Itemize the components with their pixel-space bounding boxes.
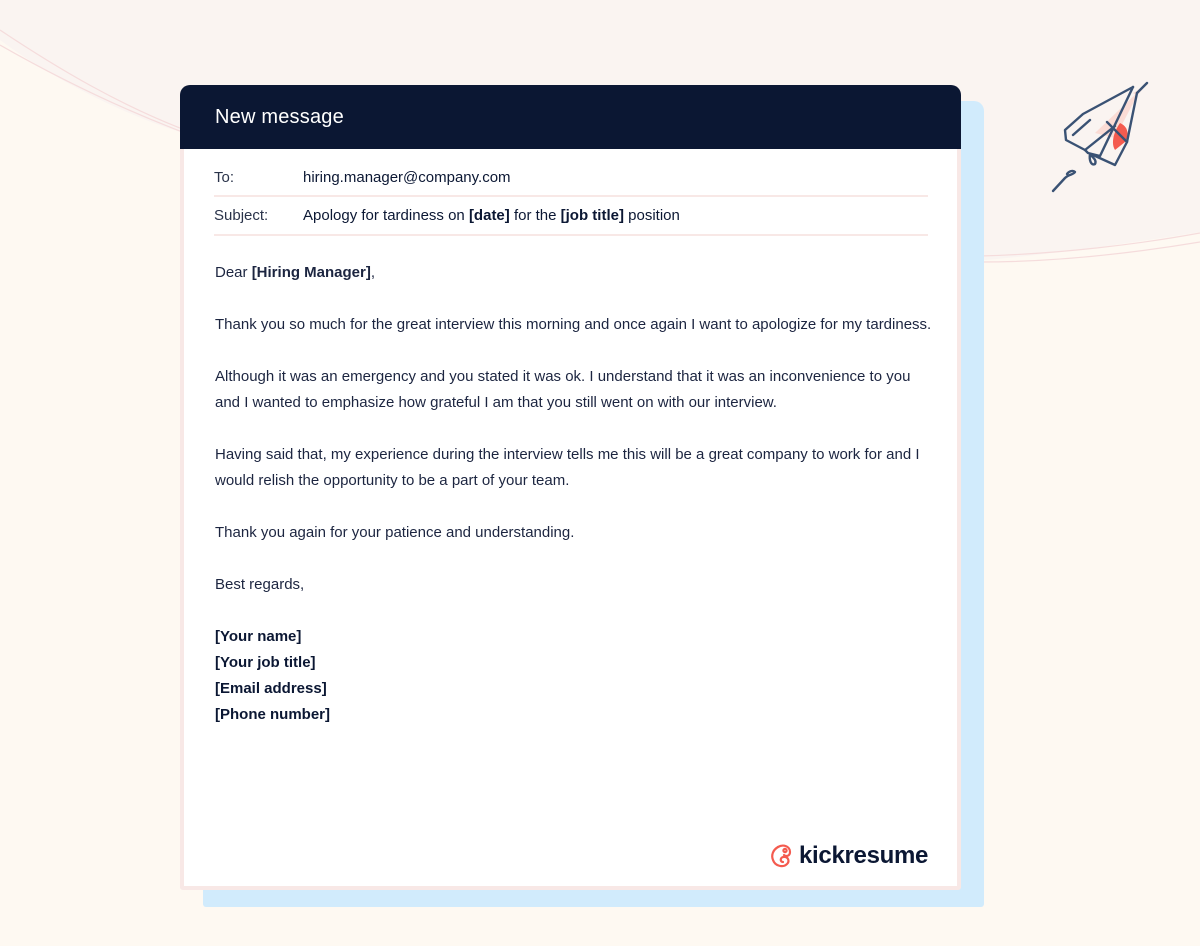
signature-email: [Email address] — [215, 680, 327, 697]
subject-text: position — [623, 207, 680, 224]
closing: Best regards, — [215, 576, 305, 593]
subject-field-row[interactable] — [214, 197, 928, 236]
greeting-suffix: , — [370, 264, 376, 281]
chameleon-icon — [769, 843, 793, 869]
window-header — [180, 85, 961, 149]
kickresume-logo — [769, 842, 928, 870]
subject-label: Subject: — [214, 207, 269, 224]
window-title: New message — [215, 105, 344, 128]
to-field-row[interactable] — [214, 160, 928, 197]
greeting-name-placeholder: [Hiring Manager] — [251, 264, 371, 281]
subject-text: Apology for tardiness on — [303, 207, 469, 224]
greeting-prefix: Dear — [215, 264, 252, 281]
body-paragraph: Thank you so much for the great interview this morning and once again I want to apologize for my tardiness. — [215, 316, 932, 333]
email-compose-window — [180, 85, 961, 890]
subject-text: for the — [509, 207, 561, 224]
signature-phone: [Phone number] — [215, 706, 330, 723]
to-input[interactable]: hiring.manager@company.com — [303, 169, 511, 186]
body-paragraph: Having said that, my experience during the interview tells me this will be a great company to work for and I would relish the opportunity to be a part of your team. — [215, 446, 920, 489]
signature-job-title: [Your job title] — [215, 654, 316, 671]
to-label: To: — [214, 169, 235, 186]
signature-name: [Your name] — [215, 628, 302, 645]
message-body[interactable] — [215, 260, 935, 728]
kickresume-wordmark: kickresume — [799, 842, 929, 869]
subject-input[interactable] — [303, 207, 680, 224]
body-paragraph: Although it was an emergency and you stated it was ok. I understand that it was an inconvenience to you and I wanted to emphasize how grateful I am that you still went on with our interview. — [215, 368, 911, 411]
subject-placeholder-job-title: [job title] — [560, 207, 624, 224]
body-paragraph: Thank you again for your patience and understanding. — [215, 524, 575, 541]
greeting — [215, 260, 935, 286]
signature-block — [215, 624, 935, 728]
paper-plane-icon — [1045, 78, 1155, 198]
subject-placeholder-date: [date] — [468, 207, 510, 224]
